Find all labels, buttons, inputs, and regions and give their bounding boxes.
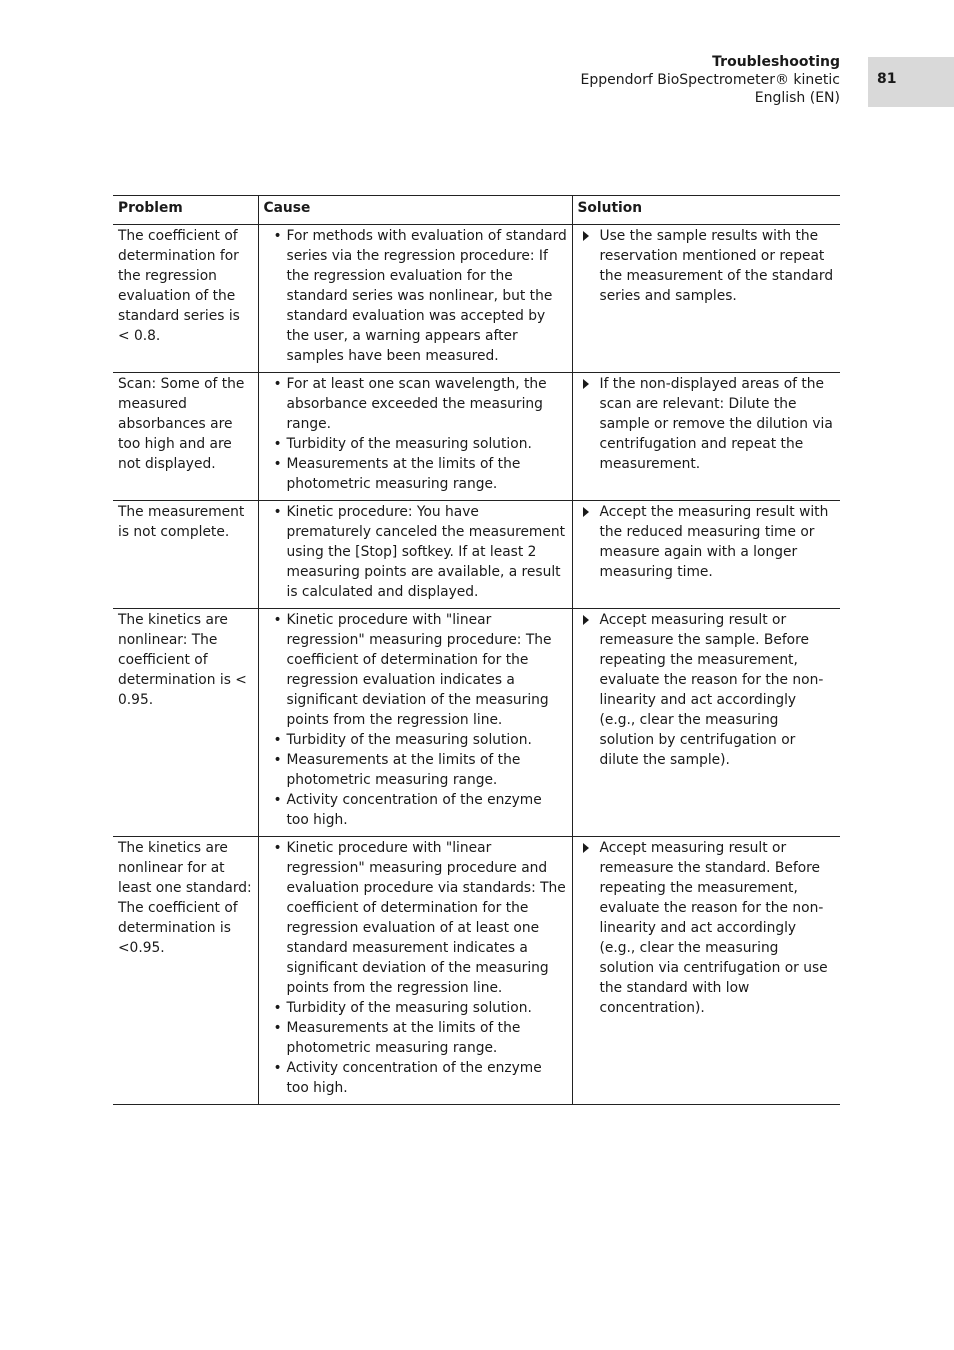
problem-cell: The coefficient of determination for the regression evaluation of the standard series is < 0.8. bbox=[113, 225, 258, 373]
cause-list bbox=[264, 838, 568, 1098]
cause-item: • Kinetic procedure with "linear regression" measuring procedure: The coefficient of determination for the regression evaluation indicates a significant deviation of the measuring points from the regression line. bbox=[287, 610, 568, 730]
cause-cell bbox=[258, 225, 572, 373]
troubleshooting-table bbox=[113, 195, 840, 1105]
cause-list bbox=[264, 502, 568, 602]
table-row bbox=[113, 501, 840, 609]
section-title: Troubleshooting bbox=[712, 54, 840, 70]
cause-item: • Kinetic procedure with "linear regression" measuring procedure and evaluation procedure via standards: The coefficient of determination for the regression evaluation of at least one standard measurement indicates a significant deviation of the measuring points from the regression line. bbox=[287, 838, 568, 998]
cause-cell bbox=[258, 837, 572, 1105]
page-header bbox=[581, 53, 840, 107]
solution-text: Use the sample results with the reservation mentioned or repeat the measurement of the standard series and samples. bbox=[599, 228, 834, 304]
solution-cell bbox=[572, 501, 840, 609]
column-header-cause: Cause bbox=[258, 196, 572, 225]
cause-item: • For methods with evaluation of standard series via the regression procedure: If the regression evaluation for the standard series was nonlinear, but the standard evaluation was accepted by the user, a warning appears after samples have been measured. bbox=[287, 226, 568, 366]
product-name: Eppendorf BioSpectrometer® kinetic bbox=[580, 72, 840, 88]
language-label: English (EN) bbox=[754, 90, 840, 106]
solution-step bbox=[578, 226, 837, 306]
problem-cell: The measurement is not complete. bbox=[113, 501, 258, 609]
table-row bbox=[113, 837, 840, 1105]
cause-cell bbox=[258, 373, 572, 501]
solution-text: Accept the measuring result with the reduced measuring time or measure again with a longer measuring time. bbox=[599, 504, 829, 580]
cause-item: • For at least one scan wavelength, the absorbance exceeded the measuring range. bbox=[287, 374, 568, 434]
arrow-right-icon bbox=[583, 843, 589, 853]
solution-cell bbox=[572, 225, 840, 373]
cause-item: • Measurements at the limits of the photometric measuring range. bbox=[287, 1018, 568, 1058]
cause-item: • Turbidity of the measuring solution. bbox=[287, 998, 568, 1018]
solution-cell bbox=[572, 609, 840, 837]
solution-step bbox=[578, 502, 837, 582]
cause-item: • Measurements at the limits of the photometric measuring range. bbox=[287, 454, 568, 494]
cause-list bbox=[264, 610, 568, 830]
arrow-right-icon bbox=[583, 507, 589, 517]
column-header-solution: Solution bbox=[572, 196, 840, 225]
cause-item: • Measurements at the limits of the photometric measuring range. bbox=[287, 750, 568, 790]
solution-step bbox=[578, 374, 837, 474]
solution-cell bbox=[572, 373, 840, 501]
cause-item: • Activity concentration of the enzyme too high. bbox=[287, 790, 568, 830]
cause-item: • Kinetic procedure: You have prematurely canceled the measurement using the [Stop] softkey. If at least 2 measuring points are available, a result is calculated and displayed. bbox=[287, 502, 568, 602]
cause-item: • Turbidity of the measuring solution. bbox=[287, 434, 568, 454]
problem-cell: The kinetics are nonlinear: The coefficient of determination is < 0.95. bbox=[113, 609, 258, 837]
solution-text: Accept measuring result or remeasure the sample. Before repeating the measurement, evaluate the reason for the non-linearity and act accordingly (e.g., clear the measuring solution by centrifugation or dilute the sample). bbox=[599, 612, 824, 768]
arrow-right-icon bbox=[583, 615, 589, 625]
solution-cell bbox=[572, 837, 840, 1105]
cause-list bbox=[264, 374, 568, 494]
cause-cell bbox=[258, 501, 572, 609]
table-row bbox=[113, 609, 840, 837]
table-row bbox=[113, 225, 840, 373]
arrow-right-icon bbox=[583, 231, 589, 241]
page-number-tab bbox=[868, 57, 954, 107]
cause-item: • Activity concentration of the enzyme too high. bbox=[287, 1058, 568, 1098]
solution-step bbox=[578, 610, 837, 770]
page-number: 81 bbox=[877, 71, 897, 87]
solution-step bbox=[578, 838, 837, 1018]
solution-text: Accept measuring result or remeasure the standard. Before repeating the measurement, evaluate the reason for the non-linearity and act accordingly (e.g., clear the measuring solution via centrifugation or use the standard with low concentration). bbox=[599, 840, 828, 1016]
cause-cell bbox=[258, 609, 572, 837]
solution-text: If the non-displayed areas of the scan are relevant: Dilute the sample or remove the dilution via centrifugation and repeat the measurement. bbox=[599, 376, 833, 472]
column-header-problem: Problem bbox=[113, 196, 258, 225]
cause-list bbox=[264, 226, 568, 366]
problem-cell: Scan: Some of the measured absorbances are too high and are not displayed. bbox=[113, 373, 258, 501]
arrow-right-icon bbox=[583, 379, 589, 389]
table-header-row bbox=[113, 196, 840, 225]
problem-cell: The kinetics are nonlinear for at least one standard: The coefficient of determination is <0.95. bbox=[113, 837, 258, 1105]
cause-item: • Turbidity of the measuring solution. bbox=[287, 730, 568, 750]
table-row bbox=[113, 373, 840, 501]
